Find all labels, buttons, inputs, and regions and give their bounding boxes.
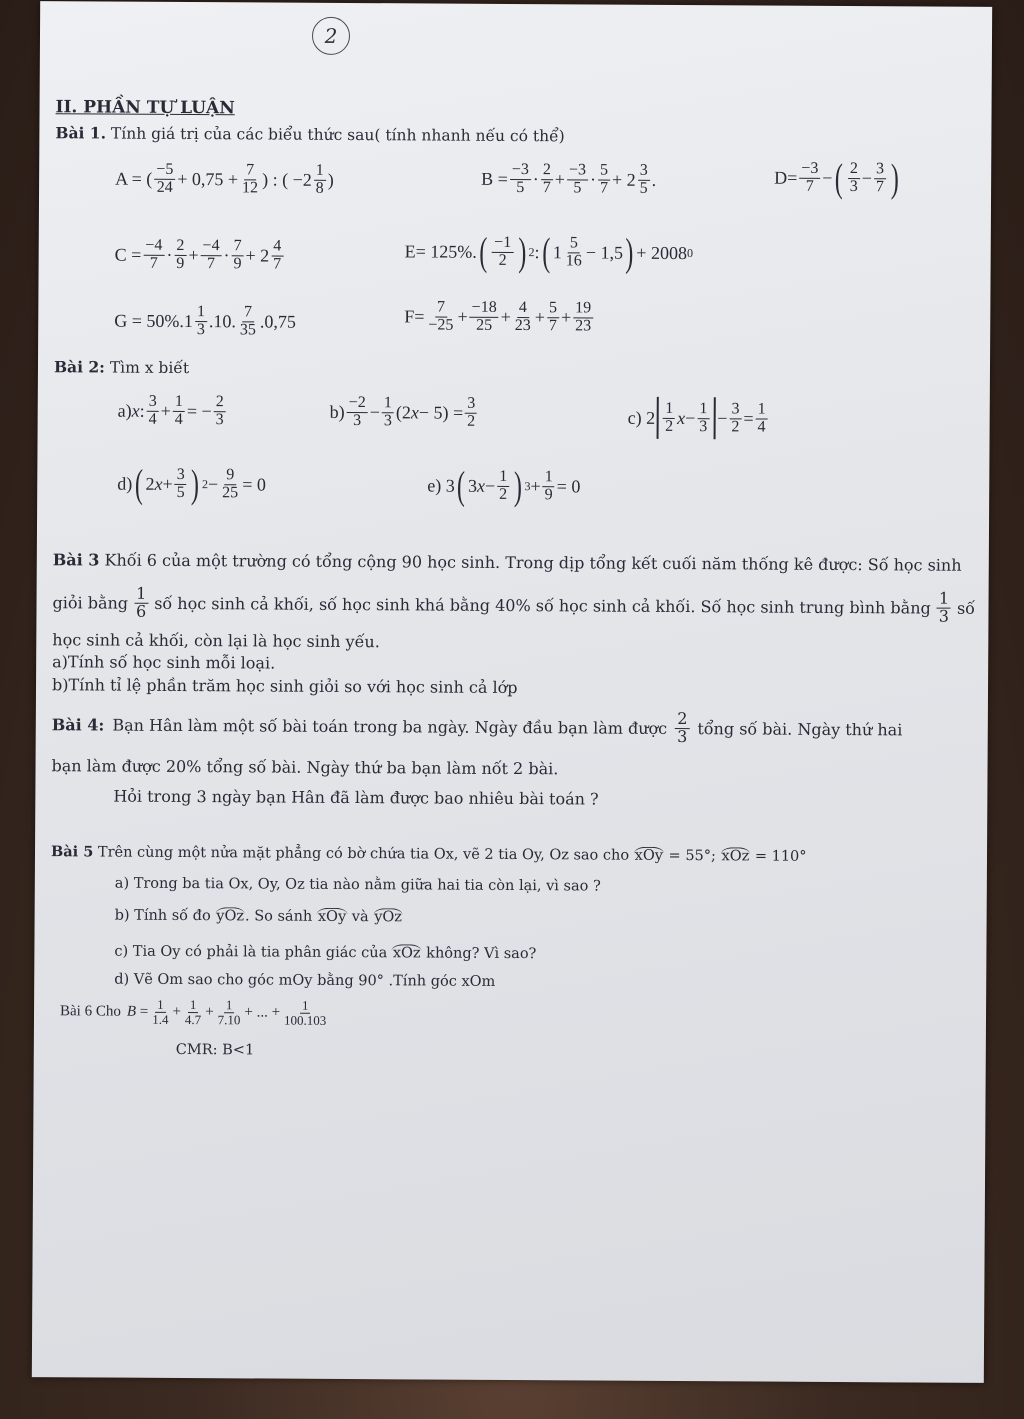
expr-A: A = ( $\frac{-5}{24}$ + 0,75 + $\frac{7}{12}$ ) : ( −2 $\frac{1}{8}$ ) bbox=[115, 160, 334, 197]
bai2-text: Tìm x biết bbox=[109, 358, 190, 378]
eq-e: e) 3 ( 3 x − $\frac{1}{2}$ ) 3 + $\frac{1}{9}$ = 0 bbox=[427, 462, 581, 509]
bai3-line3: học sinh cả khối, còn lại là học sinh yếu. bbox=[52, 630, 380, 652]
expr-E: E= 125%. ( $\frac{-1}{2}$ ) 2 : ( 1 $\frac{5}{16}$ − 1,5 ) + 2008 0 bbox=[404, 228, 694, 275]
page-number: 2 bbox=[312, 17, 350, 55]
bai4-label: Bài 4: bbox=[51, 714, 105, 735]
bai3-line1-text: Khối 6 của một trường có tổng cộng 90 học sinh. Trong dịp tổng kết cuối năm thống kê được: Số học sinh bbox=[104, 550, 962, 575]
bai5-line1-text: Trên cùng một nửa mặt phẳng có bờ chứa tia Ox, vẽ 2 tia Oy, Oz sao cho bbox=[97, 844, 630, 864]
eq-a: a) x : $\frac{3}{4}$ + $\frac{1}{4}$ = − $\frac{2}{3}$ bbox=[117, 392, 224, 429]
bai5-qa: a) Trong ba tia Ox, Oy, Oz tia nào nằm giữa hai tia còn lại, vì sao ? bbox=[114, 875, 601, 895]
bai5-qc2: không? Vì sao? bbox=[426, 945, 537, 963]
bai4-line1b: tổng số bài. Ngày thứ hai bbox=[697, 718, 903, 739]
eq-b: b) $\frac{-2}{3}$ − $\frac{1}{3}$ (2 x − 5) = $\frac{3}{2}$ bbox=[329, 393, 476, 430]
angle-xOy-2: xOy bbox=[317, 908, 347, 925]
bai3-label: Bài 3 bbox=[52, 550, 100, 570]
bai5-qb bbox=[115, 908, 403, 926]
bai2-heading bbox=[54, 357, 189, 377]
angle-yOz: yOz bbox=[216, 908, 245, 925]
bai3-line2b: số học sinh cả khối, số học sinh khá bằng 40% số học sinh cả khối. Số học sinh trung bình bằng bbox=[154, 593, 931, 618]
bai3-qb: b)Tính tỉ lệ phần trăm học sinh giỏi so với học sinh cả lớp bbox=[51, 675, 518, 698]
bai6-cmr: CMR: B<1 bbox=[175, 1041, 255, 1059]
bai3-line1 bbox=[53, 549, 962, 576]
angle-xOz: xOz bbox=[721, 848, 750, 865]
expr-F: F= $\frac{7}{-25}$ + $\frac{-18}{25}$ + $\frac{4}{23}$ + $\frac{5}{7}$ + $\frac{19}{23}$ bbox=[404, 298, 592, 335]
expr-D: D= $\frac{-3}{7}$ − ( $\frac{2}{3}$ − $\frac{3}{7}$ ) bbox=[774, 154, 899, 201]
bai5-qc1: c) Tia Oy có phải là tia phân giác của bbox=[114, 943, 388, 962]
angle-xOz-2: xOz bbox=[392, 945, 421, 962]
bai6-label: Bài 6 Cho bbox=[59, 1002, 121, 1020]
bai4-line1: Bài 4: Bạn Hân làm một số bài toán trong ba ngày. Ngày đầu bạn làm được $\frac{2}{3}$ tổng số bài. Ngày thứ hai bbox=[51, 709, 903, 746]
bai4-line3: Hỏi trong 3 ngày bạn Hân đã làm được bao nhiêu bài toán ? bbox=[113, 786, 599, 809]
angle-yOz-2: yOz bbox=[374, 909, 402, 926]
expr-G: G = 50%.1 $\frac{1}{3}$ .10. $\frac{7}{35}$ .0,75 bbox=[114, 303, 296, 339]
bai4-line1a: Bạn Hân làm một số bài toán trong ba ngày. Ngày đầu bạn làm được bbox=[112, 715, 668, 738]
bai5-qc bbox=[114, 944, 536, 963]
angle-xOy-value: = 55°; bbox=[668, 847, 716, 865]
bai5-line1 bbox=[51, 843, 807, 865]
bai5-qb2: . So sánh bbox=[244, 908, 313, 925]
bai4-line2: bạn làm được 20% tổng số bài. Ngày thứ ba bạn làm nốt 2 bài. bbox=[51, 756, 559, 779]
bai5-label: Bài 5 bbox=[50, 843, 94, 861]
bai6-line: Bài 6 Cho B = $\frac{1}{1.4}$ + $\frac{1}{4.7}$ + $\frac{1}{7.10}$ + ... + $\frac{1}{100.103}$ bbox=[59, 996, 327, 1028]
exam-paper bbox=[32, 1, 992, 1383]
bai1-text: Tính giá trị của các biểu thức sau( tính nhanh nếu có thể) bbox=[110, 124, 565, 146]
bai5-qb3: và bbox=[351, 909, 369, 926]
bai5-qd: d) Vẽ Om sao cho góc mOy bằng 90° .Tính góc xOm bbox=[114, 971, 496, 990]
section-title: II. PHẦN TỰ LUẬN bbox=[55, 97, 235, 119]
bai1-heading bbox=[55, 123, 564, 145]
eq-c: c) 2 $\frac{1}{2}$ x − $\frac{1}{3}$ − $\frac{3}{2}$ = $\frac{1}{4}$ bbox=[628, 397, 770, 440]
angle-xOy: xOy bbox=[634, 847, 664, 864]
expr-B: B = $\frac{-3}{5}$ · $\frac{2}{7}$ + $\frac{-3}{5}$ · $\frac{5}{7}$ + 2 $\frac{3}{5}$ . bbox=[481, 160, 657, 197]
bai1-label: Bài 1. bbox=[55, 123, 107, 143]
bai3-qa: a)Tính số học sinh mỗi loại. bbox=[52, 652, 276, 673]
angle-xOz-value: = 110° bbox=[754, 848, 807, 865]
bai2-label: Bài 2: bbox=[53, 357, 105, 377]
bai3-line2: giỏi bằng $\frac{1}{6}$ số học sinh cả khối, số học sinh khá bằng 40% số học sinh cả khối. Số học sinh trung bình bằng $\frac{1}{3}$ số bbox=[52, 583, 976, 626]
eq-d: d) ( 2 x + $\frac{3}{5}$ ) 2 − $\frac{9}{25}$ = 0 bbox=[117, 460, 266, 507]
expr-C: C = $\frac{-4}{7}$ · $\frac{2}{9}$ + $\frac{-4}{7}$ · $\frac{7}{9}$ + 2 $\frac{4}{7}$ bbox=[114, 236, 282, 273]
bai3-line2c: số bbox=[956, 598, 976, 618]
bai5-qb1: b) Tính số đo bbox=[114, 907, 211, 925]
bai3-line2a: giỏi bằng bbox=[52, 592, 129, 613]
